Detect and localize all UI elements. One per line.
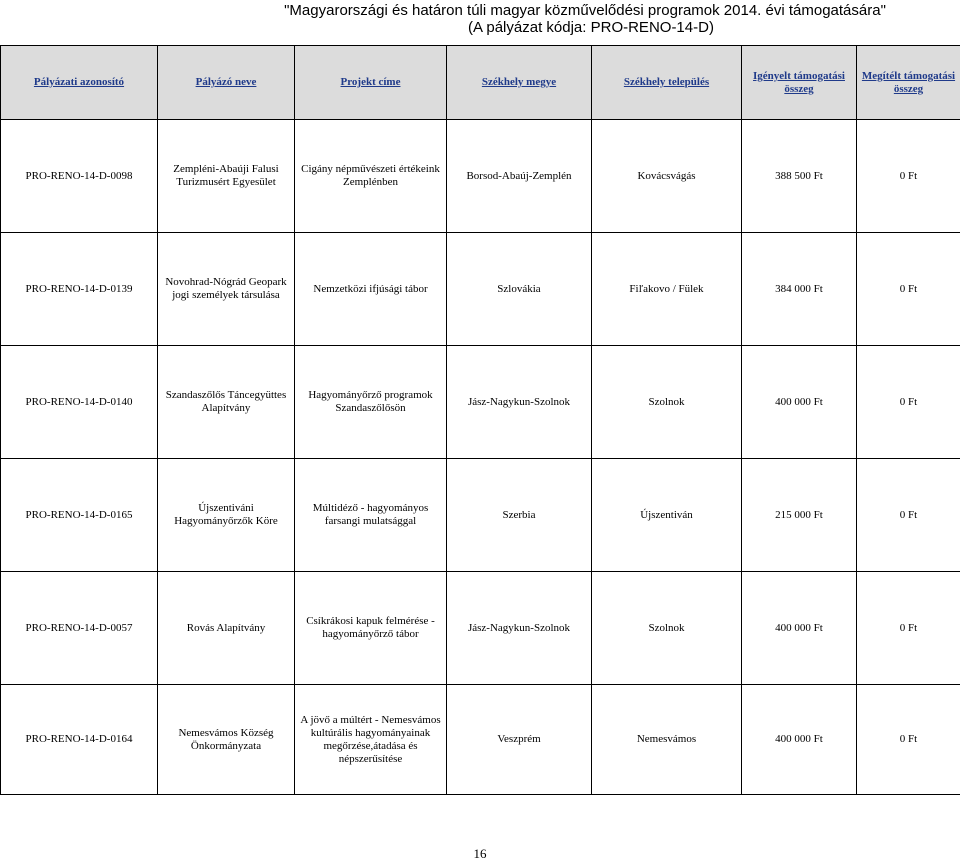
cell-project: Cigány népművészeti értékeink Zemplénben xyxy=(295,120,447,233)
cell-awarded: 0 Ft xyxy=(857,346,960,459)
cell-project: A jövő a múltért - Nemesvámos kultúrális hagyományainak megőrzése,átadása és népszerűsítése xyxy=(295,685,447,795)
cell-county: Szlovákia xyxy=(447,233,592,346)
cell-town: Kovácsvágás xyxy=(592,120,742,233)
cell-awarded: 0 Ft xyxy=(857,459,960,572)
cell-project: Csíkrákosi kapuk felmérése - hagyományőrző tábor xyxy=(295,572,447,685)
cell-requested: 400 000 Ft xyxy=(742,572,857,685)
cell-project: Nemzetközi ifjúsági tábor xyxy=(295,233,447,346)
cell-requested: 384 000 Ft xyxy=(742,233,857,346)
cell-id: PRO-RENO-14-D-0098 xyxy=(1,120,158,233)
cell-county: Veszprém xyxy=(447,685,592,795)
cell-applicant: Zempléni-Abaúji Falusi Turizmusért Egyesület xyxy=(158,120,295,233)
column-header-town[interactable]: Székhely település xyxy=(592,46,742,120)
title-line-1: "Magyarországi és határon túli magyar közművelődési programok 2014. évi támogatására" xyxy=(0,2,960,19)
cell-id: PRO-RENO-14-D-0057 xyxy=(1,572,158,685)
table-row xyxy=(1,685,960,795)
cell-awarded: 0 Ft xyxy=(857,233,960,346)
cell-id: PRO-RENO-14-D-0140 xyxy=(1,346,158,459)
cell-applicant: Szandaszőlős Táncegyüttes Alapítvány xyxy=(158,346,295,459)
cell-county: Szerbia xyxy=(447,459,592,572)
cell-id: PRO-RENO-14-D-0164 xyxy=(1,685,158,795)
table-row xyxy=(1,346,960,459)
cell-id: PRO-RENO-14-D-0139 xyxy=(1,233,158,346)
column-header-awarded[interactable]: Megítélt támogatási összeg xyxy=(857,46,960,120)
cell-requested: 215 000 Ft xyxy=(742,459,857,572)
table-row xyxy=(1,572,960,685)
cell-project: Hagyományőrző programok Szandaszőlősön xyxy=(295,346,447,459)
table-row xyxy=(1,459,960,572)
cell-town: Nemesvámos xyxy=(592,685,742,795)
cell-town: Fiľakovo / Fülek xyxy=(592,233,742,346)
column-header-requested[interactable]: Igényelt támogatási összeg xyxy=(742,46,857,120)
cell-id: PRO-RENO-14-D-0165 xyxy=(1,459,158,572)
cell-applicant: Újszentiváni Hagyományőrzők Köre xyxy=(158,459,295,572)
column-header-id[interactable]: Pályázati azonosító xyxy=(1,46,158,120)
column-header-county[interactable]: Székhely megye xyxy=(447,46,592,120)
header-row xyxy=(1,46,960,120)
cell-county: Jász-Nagykun-Szolnok xyxy=(447,572,592,685)
cell-awarded: 0 Ft xyxy=(857,572,960,685)
cell-project: Múltidéző - hagyományos farsangi mulatsággal xyxy=(295,459,447,572)
cell-requested: 388 500 Ft xyxy=(742,120,857,233)
cell-town: Szolnok xyxy=(592,346,742,459)
cell-county: Borsod-Abaúj-Zemplén xyxy=(447,120,592,233)
title-line-2: (A pályázat kódja: PRO-RENO-14-D) xyxy=(0,19,960,36)
cell-applicant: Novohrad-Nógrád Geopark jogi személyek társulása xyxy=(158,233,295,346)
cell-applicant: Rovás Alapítvány xyxy=(158,572,295,685)
cell-requested: 400 000 Ft xyxy=(742,685,857,795)
cell-town: Szolnok xyxy=(592,572,742,685)
cell-awarded: 0 Ft xyxy=(857,120,960,233)
grant-table xyxy=(0,45,960,795)
cell-applicant: Nemesvámos Község Önkormányzata xyxy=(158,685,295,795)
table-row xyxy=(1,233,960,346)
document-title xyxy=(0,2,960,36)
page-number: 16 xyxy=(0,846,960,862)
cell-county: Jász-Nagykun-Szolnok xyxy=(447,346,592,459)
table-row xyxy=(1,120,960,233)
column-header-applicant[interactable]: Pályázó neve xyxy=(158,46,295,120)
cell-requested: 400 000 Ft xyxy=(742,346,857,459)
column-header-project[interactable]: Projekt címe xyxy=(295,46,447,120)
cell-awarded: 0 Ft xyxy=(857,685,960,795)
cell-town: Újszentiván xyxy=(592,459,742,572)
